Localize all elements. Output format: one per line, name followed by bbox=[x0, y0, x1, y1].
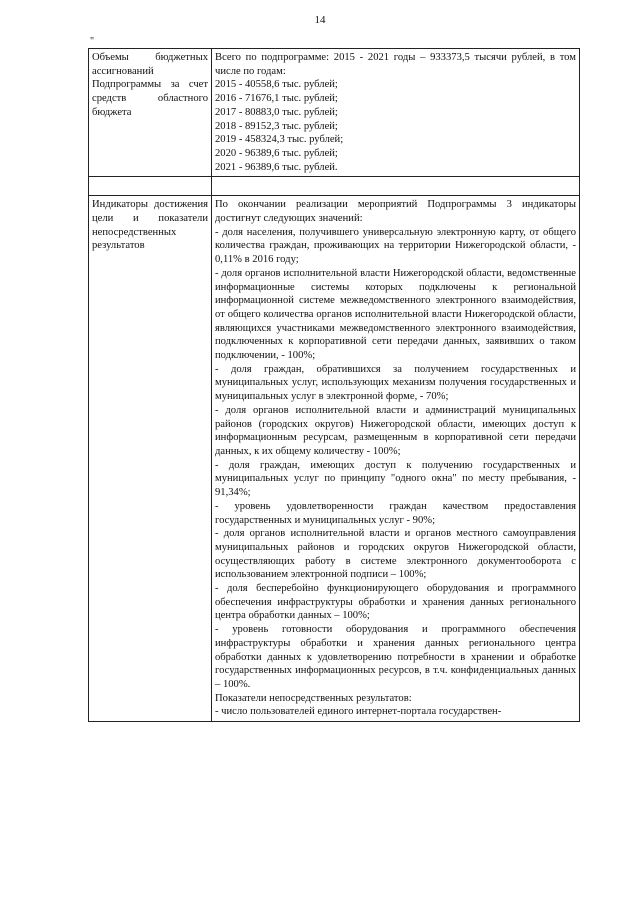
indicator-item: - доля граждан, обратившихся за получением государственных и муниципальных услуг, использующих механизм получения государственных и муниципальных услуг в электронной форме, - 70%; bbox=[215, 363, 576, 403]
budget-label-cell: Объемы бюджетных ассигнований Подпрограммы за счет средств областного бюджета bbox=[89, 49, 212, 177]
budget-year-line: 2016 - 71676,1 тыс. рублей; bbox=[215, 93, 338, 105]
program-passport-table bbox=[88, 48, 580, 722]
budget-year-line: 2021 - 96389,6 тыс. рублей. bbox=[215, 161, 338, 173]
page-number: 14 bbox=[314, 14, 326, 26]
indicators-label-cell: Индикаторы достижения цели и показатели непосредственных результатов bbox=[89, 196, 212, 722]
budget-year-line: 2015 - 40558,6 тыс. рублей; bbox=[215, 79, 338, 91]
indicator-item: - уровень готовности оборудования и программного обеспечения инфраструктуры обработки и хранения данных регионального центра обработки данных к удовлетворению потребности в хранении и обработке государственных информационных ресурсов, в т.ч. конфиденциальных данных – 100%. bbox=[215, 624, 576, 690]
spacer-cell bbox=[212, 177, 580, 196]
spacer-cell bbox=[89, 177, 212, 196]
result-item: - число пользователей единого интернет-портала государствен- bbox=[215, 706, 502, 718]
budget-year-line: 2018 - 89152,3 тыс. рублей; bbox=[215, 120, 338, 132]
table-spacer-row bbox=[89, 177, 580, 196]
budget-year-line: 2019 - 458324,3 тыс. рублей; bbox=[215, 134, 344, 146]
indicator-item: - доля органов исполнительной власти Нижегородской области, ведомственные информационные системы которых подключены к региональной информационной системе межведомственного электронного взаимодействия, от общего количества органов исполнительной власти Нижегородской области, являющихся участниками межведомственного электронного взаимодействия, подключенных к корпоративной сети передачи данных, заявивших о таком подключении, - 100%; bbox=[215, 267, 576, 362]
budget-year-line: 2017 - 80883,0 тыс. рублей; bbox=[215, 106, 338, 118]
indicator-item: - доля органов исполнительной власти и администраций муниципальных районов (городских округов) Нижегородской области, имеющих доступ к информационным ресурсам, размещенным в корпоративной сети передачи данных, к их общему количеству - 100%; bbox=[215, 404, 576, 457]
indicator-item: - доля органов исполнительной власти и органов местного самоуправления муниципальных районов и городских округов Нижегородской области, осуществляющих работу в системе электронного документооборота с использованием электронной подписи – 100%; bbox=[215, 528, 576, 581]
opening-quote-mark: " bbox=[90, 36, 95, 47]
indicator-item: - доля бесперебойно функционирующего оборудования и программного обеспечения инфраструктуры обработки и хранения данных регионального центра обработки данных – 100%; bbox=[215, 583, 576, 622]
budget-total-line: Всего по подпрограмме: 2015 - 2021 годы – 933373,5 тысячи рублей, в том числе по годам: bbox=[215, 52, 576, 77]
results-heading: Показатели непосредственных результатов: bbox=[215, 692, 412, 704]
budget-year-line: 2020 - 96389,6 тыс. рублей; bbox=[215, 147, 338, 159]
indicators-value-cell bbox=[212, 196, 580, 722]
indicator-item: - доля населения, получившего универсальную электронную карту, от общего количества граждан, проживающих на территории Нижегородской области, - 0,11% в 2016 году; bbox=[215, 226, 576, 266]
budget-value-cell bbox=[212, 49, 580, 177]
table-row-indicators bbox=[89, 196, 580, 722]
indicators-intro: По окончании реализации мероприятий Подпрограммы 3 индикаторы достигнут следующих значений: bbox=[215, 199, 576, 225]
indicator-item: - уровень удовлетворенности граждан качеством предоставления государственных и муниципальных услуг - 90%; bbox=[215, 500, 576, 526]
indicator-item: - доля граждан, имеющих доступ к получению государственных и муниципальных услуг по принципу "одного окна" по месту пребывания, - 91,34%; bbox=[215, 459, 576, 499]
table-row-budget bbox=[89, 49, 580, 177]
